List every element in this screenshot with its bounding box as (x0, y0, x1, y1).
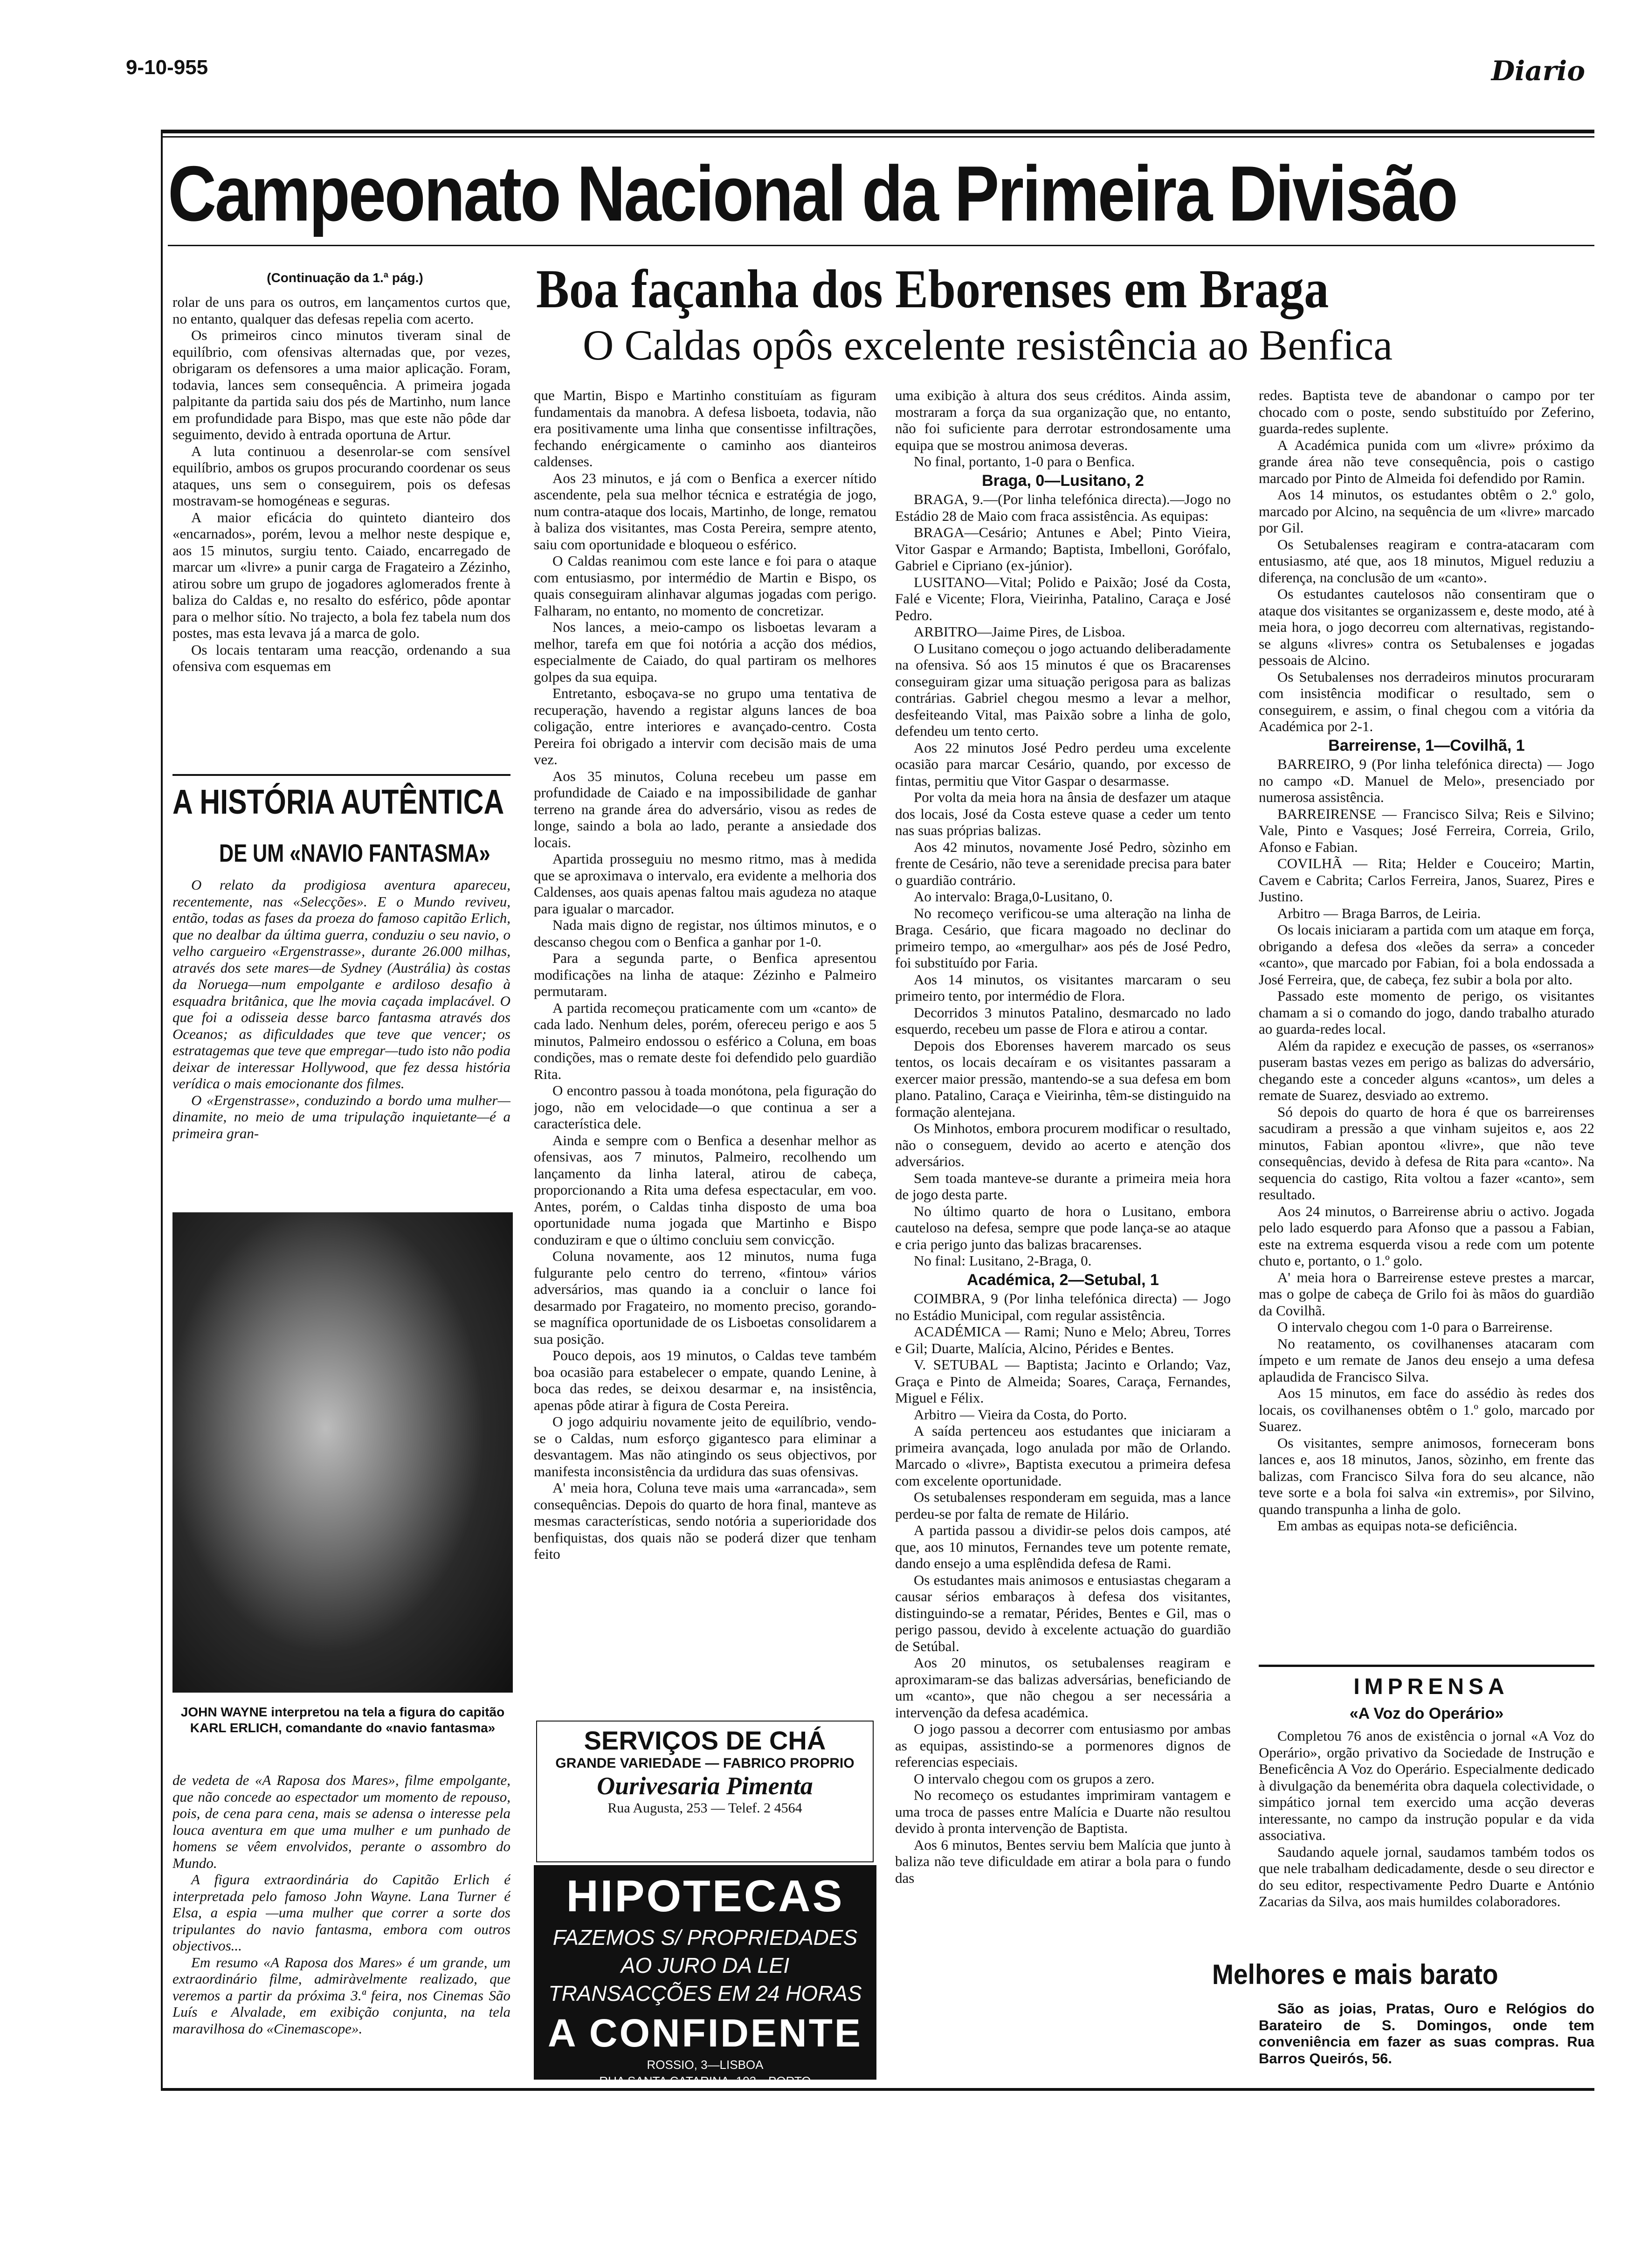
paragraph: redes. Baptista teve de abandonar o campo por ter chocado com o poste, sendo substituído por Zeferino, guarda-redes suplente. (1259, 387, 1594, 436)
paragraph: O «Ergenstrasse», conduzindo a bordo uma mulher—dinamite, no meio de uma tripulação inquietante—é a primeira gran- (172, 1092, 510, 1141)
historia-text (172, 877, 510, 1203)
paragraph: Arbitro — Braga Barros, de Leiria. (1277, 905, 1481, 921)
paragraph: Os Setubalenses nos derradeiros minutos procuraram com insistência modificar o resultado, sem o conseguirem, e assim, o final chegou com a vitória da Académica por 2-1. (1259, 668, 1594, 734)
paragraph: A Académica punida com um «livre» próximo da grande área não teve consequência, pois o castigo marcado por Pinto de Almeida foi defendido por Ramin. (1259, 436, 1594, 486)
paragraph: ARBITRO—Jaime Pires, de Lisboa. (914, 623, 1125, 640)
ad-hipotecas (534, 1865, 876, 2088)
paragraph: Arbitro — Vieira da Costa, do Porto. (914, 1406, 1127, 1423)
historia-rule (172, 774, 510, 776)
paragraph: No reatamento, os covilhanenses atacaram com ímpeto e um remate de Janos deu ensejo a uma defesa aplaudida de Francisco Silva. (1259, 1335, 1594, 1385)
ad-line: Ourivesaria Pimenta (597, 1772, 813, 1800)
bottom-rule (161, 2088, 1594, 2091)
paragraph: BRAGA—Cesário; Antunes e Abel; Pinto Vieira, Vitor Gaspar e Armando; Baptista, Imbelloni, Gorófalo, Gabriel e Cipriano (ex-júnior). (895, 524, 1231, 574)
photo-caption: JOHN WAYNE interpretou na tela a figura do capitão KARL ERLICH, comandante do «navio fantasma» (180, 1705, 505, 1735)
paragraph: Aos 14 minutos, os visitantes marcaram o seu primeiro tento, por intermédio de Flora. (895, 971, 1231, 1004)
column-2-text (534, 387, 876, 1707)
paragraph: Por volta da meia hora na ânsia de desfazer um ataque dos locais, José da Costa esteve quase a ceder um tento nas suas próprias balizas. (895, 789, 1231, 838)
head-rule (168, 245, 1594, 246)
paragraph: A' meia hora, Coluna teve mais uma «arrancada», sem consequências. Depois do quarto de hora final, manteve as mesmas características, sendo notória a superioridade dos benfiquistas, dos quais não se poderá dizer que tenham feito (534, 1480, 876, 1562)
paragraph: O Lusitano começou o jogo actuando deliberadamente na ofensiva. Só aos 15 minutos é que os Bracarenses conseguiram gizar uma situação perigosa para as balizas contrárias. Gabriel chegou mesmo a levar a melhor, desfeiteando Vital, mas Paixão sobre a linha de golo, defendeu um tento certo. (895, 640, 1231, 739)
ad-line: RUA SANTA CATARINA, 103—PORTO (599, 2074, 811, 2088)
paragraph: Aos 35 minutos, Coluna recebeu um passe em profundidade de Caiado e na impossibilidade de ganhar terreno na grande área do adversário, visou as redes de longe, saindo a bola ao lado, perante a ansiedade dos locais. (534, 768, 876, 850)
paragraph: COIMBRA, 9 (Por linha telefónica directa) — Jogo no Estádio Municipal, com regular assistência. (895, 1290, 1231, 1323)
paragraph: Aos 14 minutos, os estudantes obtêm o 2.º golo, marcado por Alcino, na sequência de um «livre» marcado por Gil. (1259, 486, 1594, 536)
paragraph: Em ambas as equipas nota-se deficiência. (1277, 1517, 1517, 1534)
paragraph: Aos 15 minutos, em face do assédio às redes dos locais, os covilhanenses obtêm o 1.º golo, marcado por Suarez. (1259, 1385, 1594, 1434)
historia-text-2 (172, 1772, 510, 2089)
paragraph: A saída pertenceu aos estudantes que iniciaram a primeira avançada, logo anulada por mão de Orlando. Marcado o «livre», Baptista executou a primeira defesa com excelente oportunidade. (895, 1423, 1231, 1489)
paragraph: Ainda e sempre com o Benfica a desenhar melhor as ofensivas, aos 7 minutos, Palmeiro, recolhendo um lançamento da linha lateral, atirou de cabeça, proporcionando a Rita uma defesa espectacular, em voo. Antes, porém, o Caldas tinha disposto de uma boa oportunidade numa jogada que Martinho e Bispo conduziram e que o último concluiu sem convicção. (534, 1132, 876, 1248)
paragraph: O encontro passou à toada monótona, pela figuração do jogo, não em velocidade—o que continua a ser a característica dele. (534, 1082, 876, 1132)
ad-line: HIPOTECAS (566, 1871, 844, 1921)
melhores-title: Melhores e mais barato (1212, 1959, 1498, 1990)
continuation-note: (Continuação da 1.ª pág.) (267, 270, 423, 285)
paragraph: Em resumo «A Raposa dos Mares» é um grande, um extraordinário filme, admiràvelmente realizado, que veremos a partir da próxima 3.ª feira, nos Cinemas São Luís e Alvalade, em exibição conjunta, na tela maravilhosa do «Cinemascope». (172, 1954, 510, 2037)
paragraph: O jogo passou a decorrer com entusiasmo por ambas as equipas, assistindo-se a pormenores dignos de referencias especiais. (895, 1721, 1231, 1770)
paragraph: que Martin, Bispo e Martinho constituíam as figuram fundamentais da manobra. A defesa lisboeta, todavia, não era positivamente uma linha que consentisse infiltrações, fechando enérgicamente o caminho aos dianteiros caldenses. (534, 387, 876, 470)
imprensa-text (1259, 1728, 1594, 1947)
ad-line: A CONFIDENTE (548, 2011, 862, 2055)
story-headline-benfica: O Caldas opôs excelente resistência ao Benfica (583, 321, 1393, 369)
imprensa-title: IMPRENSA (1353, 1674, 1509, 1699)
barreirense-heading: Barreirense, 1—Covilhã, 1 (1328, 736, 1525, 754)
paragraph: rolar de uns para os outros, em lançamentos curtos que, no entanto, qualquer das defesas repelia com acerto. (172, 294, 510, 327)
paragraph: BARREIRENSE — Francisco Silva; Reis e Silvino; Vale, Pinto e Vasques; José Ferreira, Correia, Grilo, Afonso e Fabian. (1259, 805, 1594, 855)
paragraph: Decorridos 3 minutos Patalino, desmarcado no lado esquerdo, recebeu um passe de Flora e atirou a contar. (895, 1004, 1231, 1037)
paragraph: Entretanto, esboçava-se no grupo uma tentativa de recuperação, havendo a registar alguns lances de boa coligação, entre interiores e avançado-centro. Costa Pereira foi obrigado a intervir com decisão mais de uma vez. (534, 685, 876, 768)
paragraph: No recomeço verificou-se uma alteração na linha de Braga. Cesário, que ficara magoado no declinar do primeiro tempo, ao «mergulhar» aos pés de José Pedro, foi substituído por Faria. (895, 905, 1231, 971)
paragraph: BARREIRO, 9 (Por linha telefónica directa) — Jogo no campo «D. Manuel de Melo», presenciado por numerosa assistência. (1259, 756, 1594, 805)
ad-line: Rua Augusta, 253 — Telef. 2 4564 (607, 1800, 802, 1816)
paragraph: Apartida prosseguiu no mesmo ritmo, mas à medida que se aproximava o intervalo, era evidente a melhoria dos Caldenses, aos quais apenas faltou mais agudeza no ataque para igualar o marcador. (534, 850, 876, 917)
story-headline-braga: Boa façanha dos Eborenses em Braga (536, 258, 1329, 319)
ad-line: TRANSACÇÕES EM 24 HORAS (548, 1981, 862, 2005)
column-1-text (172, 294, 510, 765)
paragraph: Os primeiros cinco minutos tiveram sinal de equilíbrio, com ofensivas alternadas que, por vezes, obrigaram os defensores a uma maior aplicação. Foram, todavia, lances sem consequência. A primeira jogada palpitante da partida saiu dos pés de Martinho, num lance em profundidade para Bispo, mas que este não pôde dar seguimento, devido à entrada oportuna de Artur. (172, 327, 510, 443)
paragraph: Depois dos Eborenses haverem marcado os seus tentos, os locais decaíram e os visitantes passaram a exercer maior pressão, mantendo-se a sua defesa em bom plano. Patalino, Caraça e Vieirinha, têm-se distinguido na formação alentejana. (895, 1037, 1231, 1120)
paragraph: O relato da prodigiosa aventura apareceu, recentemente, nas «Selecções». E o Mundo reviveu, então, todas as fases da proeza do famoso capitão Erlich, que no dealbar da última guerra, conduziu o seu navio, o velho cargueiro «Ergenstrasse», durante 26.000 milhas, através dos sete mares—de Sydney (Austrália) às costas da Noruega—num empolgante e ardiloso desafio à esquadra britânica, que lhe movia caçada implacável. O que foi a odisseia desse barco fantasma através dos Oceanos; as dificuldades que teve que vencer; os estratagemas que teve que empregar—tudo isto não podia deixar de interessar Hollywood, que fez dessa história verídica o mais emocionante dos filmes. (172, 877, 510, 1092)
paragraph: Completou 76 anos de existência o jornal «A Voz do Operário», orgão privativo da Sociedade de Instrução e Beneficência A Voz do Operário. Especialmente dedicado à divulgação da benemérita obra daquela colectividade, o simpático jornal tem exercido uma acção deveras interessante, no campo da instrução popular e da vida associativa. (1259, 1728, 1594, 1843)
historia-title: A HISTÓRIA AUTÊNTICA (172, 782, 504, 821)
paragraph: No final: Lusitano, 2-Braga, 0. (914, 1252, 1092, 1269)
paragraph: COVILHÃ — Rita; Helder e Couceiro; Martin, Cavem e Cabrita; Carlos Ferreira, Janos, Suarez, Pires e Justino. (1259, 855, 1594, 905)
paragraph: LUSITANO—Vital; Polido e Paixão; José da Costa, Falé e Vicente; Flora, Vieirinha, Patalino, Caraça e José Pedro. (895, 574, 1231, 623)
paragraph: Ao intervalo: Braga,0-Lusitano, 0. (914, 888, 1113, 905)
paragraph: A partida recomeçou praticamente com um «canto» de cada lado. Nenhum deles, porém, ofereceu perigo e aos 5 minutos, Palmeiro endossou o esférico a Coluna, em boas condições, mas o remate deste foi defendido pelo guardião Rita. (534, 999, 876, 1082)
paragraph: Aos 20 minutos, os setubalenses reagiram e aproximaram-se das balizas adversárias, beneficiando de um «canto», que não chegou a ser necessária a intervenção da defesa académica. (895, 1654, 1231, 1721)
paragraph: Só depois do quarto de hora é que os barreirenses sacudiram a pressão a que vinham sujeitos e, aos 22 minutos, Fabian apontou «livre», que não teve consequências, devido à defesa de Rita para «canto». Na sequencia do castigo, Rita voltou a fazer «canto», sem resultado. (1259, 1103, 1594, 1203)
ad-line: FAZEMOS S/ PROPRIEDADES (552, 1925, 858, 1950)
paragraph: Coluna novamente, aos 12 minutos, numa fuga fulgurante pelo centro do terreno, «fintou» vários adversários, mas quando ia a concluir o lance foi desarmado por Fragateiro, no momento preciso, gorando-se magnífica oportunidade de os Lisboetas consolidarem a sua posição. (534, 1248, 876, 1347)
melhores-text (1259, 2000, 1594, 2075)
paragraph: Para a segunda parte, o Benfica apresentou modificações na linha de ataque: Zézinho e Palmeiro permutaram. (534, 950, 876, 999)
paragraph: Aos 23 minutos, e já com o Benfica a exercer nítido ascendente, pela sua melhor técnica e estratégia de jogo, num contra-ataque dos locais, Martinho, de longe, rematou à baliza dos visitantes, mas Costa Pereira, sempre atento, saiu com oportunidade e bloqueou o esférico. (534, 470, 876, 553)
paragraph: A maior eficácia do quinteto dianteiro dos «encarnados», porém, levou a melhor neste despique e, aos 15 minutos, surgiu tento. Caiado, encarregado de marcar um «livre» a punir carga de Fragateiro a Zézinho, atirou sobre um grupo de jogadores aglomerados frente à baliza do Caldas e, no resalto do esférico, pôde apontar para o melhor sítio. No trajecto, a bola fez tabela num dos postes, mas esta levava já a marca de golo. (172, 509, 510, 641)
top-rule-thin (161, 136, 1594, 138)
paragraph: Os visitantes, sempre animosos, forneceram bons lances e, aos 18 minutos, Janos, sòzinho, em frente das balizas, com Francisco Silva fora do seu alcance, não teve sorte e a bola foi salva «in extremis», por Silvino, quando transpunha a linha de golo. (1259, 1434, 1594, 1517)
column-4-text (1259, 387, 1594, 1655)
paragraph: A figura extraordinária do Capitão Erlich é interpretada pelo famoso John Wayne. Lana Turner é Elsa, a espia —uma mulher que correr a sorte dos tripulantes do navio fantasma, embora com outros objectivos... (172, 1871, 510, 1954)
paragraph: Saudando aquele jornal, saudamos também todos os que nele trabalham dedicadamente, desde o seu director e do seu editor, respectivamente Pedro Duarte e António Zacarias da Silva, aos mais humildes colaboradores. (1259, 1843, 1594, 1909)
paragraph: No recomeço os estudantes imprimiram vantagem e uma troca de passes entre Malícia e Duarte não resultou devido à pronta intervenção de Baptista. (895, 1787, 1231, 1836)
paragraph: A' meia hora o Barreirense esteve prestes a marcar, mas o golpe de cabeça de Grilo foi às mãos do guardião da Covilhã. (1259, 1269, 1594, 1319)
paragraph: Os Minhotos, embora procurem modificar o resultado, não o conseguem, devido ao acerto e atenção dos adversários. (895, 1120, 1231, 1169)
paragraph: No final, portanto, 1-0 para o Benfica. (914, 453, 1135, 470)
paragraph: Sem toada manteve-se durante a primeira meia hora de jogo desta parte. (895, 1169, 1231, 1203)
paragraph: A luta continuou a desenrolar-se com sensível equilíbrio, ambos os grupos procurando coordenar os seus ataques, uns sem o conseguirem, pois os defesas mostravam-se homogéneas e seguras. (172, 443, 510, 509)
academica-heading: Académica, 2—Setubal, 1 (967, 1271, 1159, 1289)
historia-subtitle: DE UM «NAVIO FANTASMA» (219, 839, 490, 867)
paragraph: Além da rapidez e execução de passes, os «serranos» puseram bastas vezes em perigo as balizas do adversário, chegando este a conceder alguns «cantos», um deles a remate de Suarez, desviado ao extremo. (1259, 1037, 1594, 1103)
ad-line: ROSSIO, 3—LISBOA (647, 2058, 764, 2072)
paragraph: Os Setubalenses reagiram e contra-atacaram com entusiasmo, até que, aos 18 minutos, Miguel reduziu a diferença, na conclusão de um «canto». (1259, 536, 1594, 586)
page-headline: Campeonato Nacional da Primeira Divisão (168, 150, 1457, 237)
paragraph: Nos lances, a meio-campo os lisboetas levaram a melhor, tarefa em que foi notória a acção dos médios, especialmente de Caiado, do qual partiram os melhores golpes da sua equipa. (534, 619, 876, 685)
imprensa-rule (1259, 1665, 1594, 1667)
paragraph: Os estudantes mais animosos e entusiastas chegaram a causar sérios embaraços à defesa dos visitantes, distinguindo-se a rematar, Pérides, Bentes e Gil, mas o perigo passou, devido à excelente actuação do guardião de Setúbal. (895, 1571, 1231, 1654)
paragraph: uma exibição à altura dos seus créditos. Ainda assim, mostraram a força da sua organização que, no entanto, não foi suficiente para derrotar estrondosamente uma equipa que se mostrou animosa deveras. (895, 387, 1231, 453)
issue-date: 9-10-955 (126, 56, 208, 79)
paragraph: Passado este momento de perigo, os visitantes chamam a si o comando do jogo, dando trabalho aturado ao guarda-redes local. (1259, 988, 1594, 1037)
ad-line: SERVIÇOS DE CHÁ (584, 1726, 826, 1755)
paragraph: Aos 24 minutos, o Barreirense abriu o activo. Jogada pelo lado esquerdo para Afonso que a passou a Fabian, este na extrema esquerda visou a rede com um potente chuto e, portanto, o 1.º golo. (1259, 1203, 1594, 1269)
paragraph: BRAGA, 9.—(Por linha telefónica directa).—Jogo no Estádio 28 de Maio com fraca assistência. As equipas: (895, 491, 1231, 524)
paragraph: Pouco depois, aos 19 minutos, o Caldas teve também boa ocasião para estabelecer o empate, quando Lenine, à boca das redes, se deixou desarmar e, na insistência, apenas pôde atirar à figura de Costa Pereira. (534, 1347, 876, 1413)
top-rule (161, 130, 1594, 133)
paragraph: No último quarto de hora o Lusitano, embora cauteloso na defesa, sempre que pode lança-se ao ataque e cria perigo junto das balizas bracarenses. (895, 1203, 1231, 1252)
paragraph: Os locais iniciaram a partida com um ataque em força, obrigando a defesa dos «leões da serra» a conceder «canto», que marcado por Fabian, foi a bola endossada a José Ferreira, que, de cabeça, fez subir a bola por alto. (1259, 921, 1594, 988)
paragraph: São as joias, Pratas, Ouro e Relógios do Barateiro de S. Domingos, onde tem conveniência em fazer as suas compras. Rua Barros Queirós, 56. (1259, 2000, 1594, 2067)
john-wayne-photo (172, 1212, 513, 1693)
paragraph: Nada mais digno de registar, nos últimos minutos, e o descanso chegou com o Benfica a ganhar por 1-0. (534, 917, 876, 950)
paragraph: Os locais tentaram uma reacção, ordenando a sua ofensiva com esquemas em (172, 641, 510, 674)
column-3-text (895, 387, 1231, 2089)
paragraph: O intervalo chegou com 1-0 para o Barreirense. (1277, 1319, 1553, 1335)
paragraph: Aos 42 minutos, novamente José Pedro, sòzinho em frente de Cesário, não teve a serenidade precisa para bater o guardião contrário. (895, 838, 1231, 888)
paragraph: O intervalo chegou com os grupos a zero. (914, 1770, 1155, 1787)
paragraph: O jogo adquiriu novamente jeito de equilíbrio, vendo-se o Caldas, num esforço gigantesco para eliminar a desvantagem. Mas não atingindo os seus objectivos, por manifesta inconsistência da urdidura das suas ofensivas. (534, 1413, 876, 1480)
paragraph: Os estudantes cautelosos não consentiram que o ataque dos visitantes se organizassem e, deste modo, até à meia hora, o jogo decorreu com alternativas, registando-se alguns «livres» contra os Setubalenses e jogadas pessoais de Alcino. (1259, 586, 1594, 668)
paragraph: de vedeta de «A Raposa dos Mares», filme empolgante, que não concede ao espectador um momento de repouso, pois, de cena para cena, mais se adensa o interesse pela louca aventura em que uma mulher e um punhado de homens se vêem envolvidos, perante o assombro do Mundo. (172, 1772, 510, 1871)
braga-heading: Braga, 0—Lusitano, 2 (982, 471, 1144, 490)
paragraph: Os setubalenses responderam em seguida, mas a lance perdeu-se por falta de remate de Hilário. (895, 1489, 1231, 1522)
paragraph: ACADÉMICA — Rami; Nuno e Melo; Abreu, Torres e Gil; Duarte, Malícia, Alcino, Pérides e Bentes. (895, 1323, 1231, 1356)
paragraph: V. SETUBAL — Baptista; Jacinto e Orlando; Vaz, Graça e Pinto de Almeida; Soares, Caraça, Fernandes, Miguel e Félix. (895, 1356, 1231, 1406)
paragraph: A partida passou a dividir-se pelos dois campos, até que, aos 10 minutos, Fernandes teve um potente remate, dando ensejo a uma esplêndida defesa de Rami. (895, 1522, 1231, 1571)
ad-line: AO JURO DA LEI (621, 1953, 790, 1978)
imprensa-subtitle: «A Voz do Operário» (1349, 1705, 1504, 1722)
ad-line: GRANDE VARIEDADE — FABRICO PROPRIO (555, 1756, 855, 1771)
ad-ourivesaria (536, 1721, 874, 1862)
masthead: Diario (1491, 55, 1585, 87)
paragraph: Aos 22 minutos José Pedro perdeu uma excelente ocasião para marcar Cesário, quando, por excesso de fintas, permitiu que Vitor Gaspar o desarmasse. (895, 739, 1231, 789)
paragraph: Aos 6 minutos, Bentes serviu bem Malícia que junto à baliza não teve dificuldade em atirar a bola para o fundo das (895, 1836, 1231, 1886)
paragraph: O Caldas reanimou com este lance e foi para o ataque com entusiasmo, por intermédio de Martin e Bispo, os quais conseguiram alinhavar algumas jogadas com perigo. Falharam, no entanto, no momento de concretizar. (534, 553, 876, 619)
left-rule (161, 130, 163, 2088)
